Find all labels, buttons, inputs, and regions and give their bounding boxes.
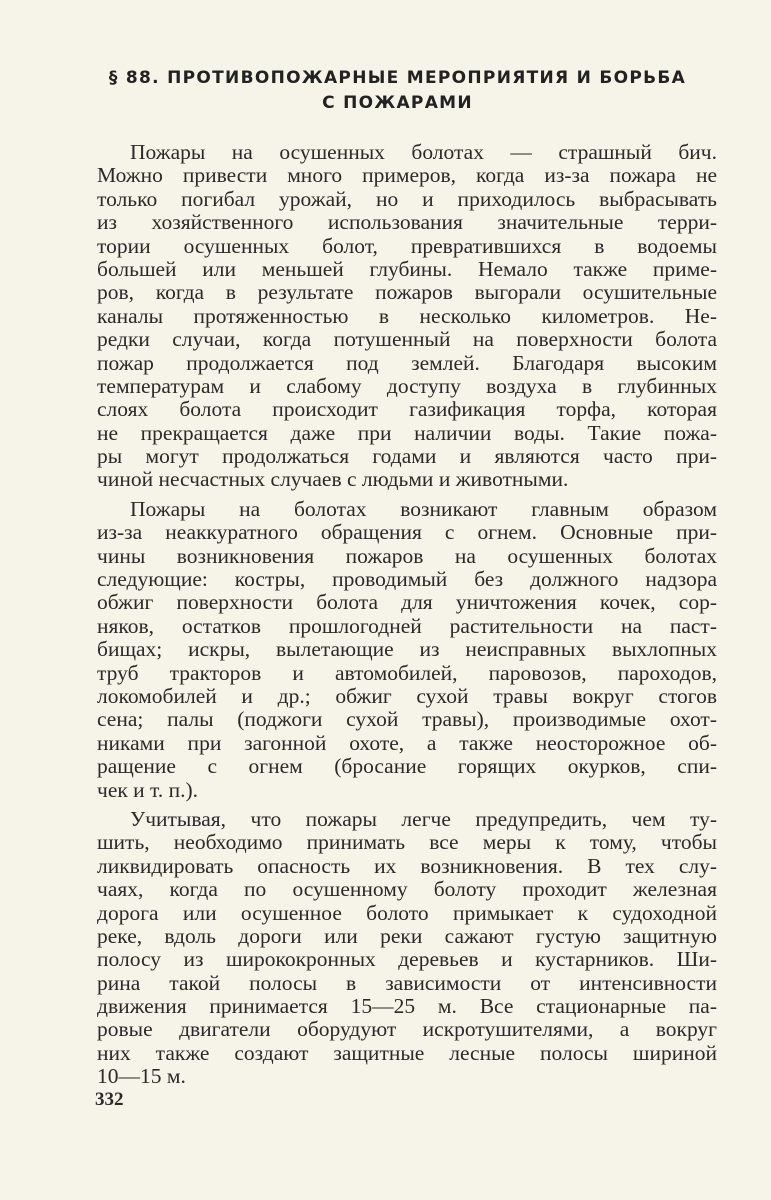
text-line: сена; палы (поджоги сухой травы), производимые охот- [97, 707, 717, 732]
text-line: ров, когда в результате пожаров выгорали осушительные [97, 280, 717, 305]
text-line: Пожары на болотах возникают главным образом [130, 496, 717, 521]
text-line: каналы протяженностью в несколько километров. Не- [97, 303, 717, 328]
heading-line-2: С ПОЖАРАМИ [322, 93, 473, 113]
text-line: следующие: костры, проводимый без должного надзора [97, 567, 717, 592]
heading-line-1: § 88. ПРОТИВОПОЖАРНЫЕ МЕРОПРИЯТИЯ И БОРЬБА [108, 68, 687, 88]
page-number: 332 [95, 1089, 124, 1110]
text-line: чины возникновения пожаров на осушенных болотах [97, 543, 717, 568]
text-line: ликвидировать опасность их возникновения. В тех слу- [97, 853, 717, 878]
text-line: редки случаи, когда потушенный на поверхности болота [97, 327, 717, 352]
text-line: няков, остатков прошлогодней растительности на паст- [97, 613, 717, 638]
text-line: не прекращается даже при наличии воды. Такие пожа- [97, 420, 717, 445]
text-line: 10—15 м. [97, 1064, 186, 1089]
text-line: чаях, когда по осушенному болоту проходит железная [97, 877, 717, 902]
text-line: только погибал урожай, но и приходилось выбрасывать [97, 186, 717, 211]
text-line: Пожары на осушенных болотах — страшный бич. [130, 140, 717, 164]
text-line: локомобилей и др.; обжиг сухой травы вокруг стогов [97, 683, 717, 708]
text-line: тории осушенных болот, превратившихся в водоемы [97, 233, 717, 258]
paragraph [97, 141, 717, 492]
text-line: обжиг поверхности болота для уничтожения кочек, сор- [97, 590, 717, 615]
text-line: полосу из ширококронных деревьев и кустарников. Ши- [97, 947, 717, 972]
text-line: никами при загонной охоте, а также неосторожное об- [97, 730, 717, 755]
text-line: ровые двигатели оборудуют искротушителями, а вокруг [97, 1017, 717, 1042]
text-line: труб тракторов и автомобилей, паровозов, пароходов, [97, 660, 717, 685]
text-line: рина такой полосы в зависимости от интенсивности [97, 970, 717, 995]
text-line: ращение с огнем (бросание горящих окурков, спи- [97, 754, 717, 779]
text-line: бищах; искры, вылетающие из неисправных выхлопных [97, 637, 717, 662]
paragraph [97, 808, 717, 1089]
text-line: чек и т. п.). [97, 777, 199, 802]
section-heading [80, 66, 715, 116]
text-line: большей или меньшей глубины. Немало также приме- [97, 256, 717, 281]
text-line: пожар продолжается под землей. Благодаря высоким [97, 350, 717, 375]
paragraph [97, 498, 717, 802]
text-line: реке, вдоль дороги или реки сажают густую защитную [97, 923, 717, 948]
text-line: ры могут продолжаться годами и являются часто при- [97, 444, 717, 469]
text-line: чиной несчастных случаев с людьми и животными. [97, 467, 569, 492]
text-line: температурам и слабому доступу воздуха в глубинных [97, 373, 717, 398]
text-line: шить, необходимо принимать все меры к тому, чтобы [97, 830, 717, 855]
text-line: из-за неаккуратного обращения с огнем. Основные при- [97, 520, 717, 545]
text-line: них также создают защитные лесные полосы шириной [97, 1040, 717, 1065]
text-line: Можно привести много примеров, когда из-за пожара не [97, 163, 717, 188]
text-line: движения принимается 15—25 м. Все стационарные па- [97, 994, 717, 1019]
text-line: слоях болота происходит газификация торфа, которая [97, 397, 717, 422]
text-line: из хозяйственного использования значительные терри- [97, 210, 717, 235]
text-line: дорога или осушенное болото примыкает к судоходной [97, 900, 717, 925]
body-text [97, 141, 717, 1095]
text-line: Учитывая, что пожары легче предупредить, чем ту- [130, 806, 717, 831]
